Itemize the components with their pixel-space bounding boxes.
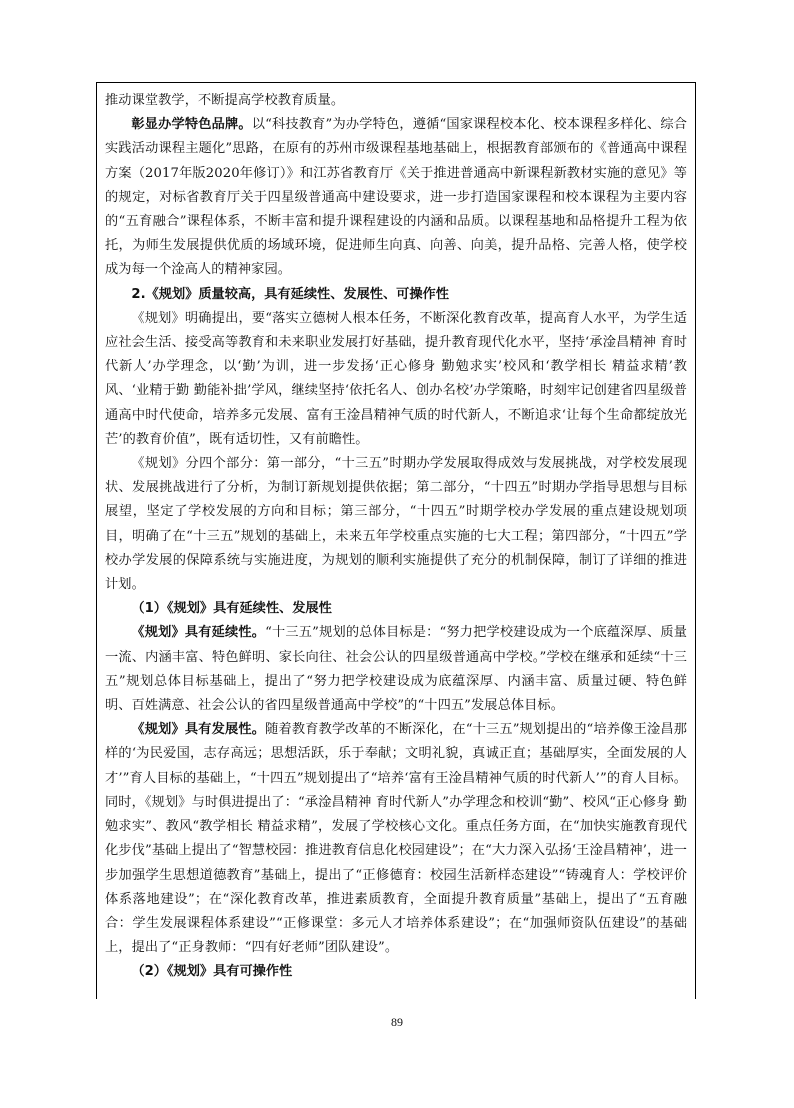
page-number: 89 [391,1015,403,1029]
paragraph-lead: 彰显办学特色品牌。 [131,117,252,133]
paragraph-4: 《规划》分四个部分：第一部分，“十三五”时期办学发展取得成效与发展挑战，对学校发展现状、发展挑战进行了分析，为制订新规划提供依据；第二部分，“十四五”时期办学指导思想与目标展望，坚定了学校发展的方向和目标；第三部分，“十四五”时期学校办学发展的重点建设规划项目，明确了在“十三五”规划的基础上，未来五年学校重点实施的七大工程；第四部分，“十四五”学校办学发展的保障系统与实施进度，为规划的顺利实施提供了充分的机制保障，制订了详细的推进计划。 [105,456,687,593]
paragraph-3: 《规划》明确提出，要“落实立德树人根本任务，不断深化教育改革，提高育人水平，为学生适应社会生活、接受高等教育和未来职业发展打好基础，提升教育现代化水平，坚持‘承淦昌精神 育时代新人’办学理念，以‘勤’为训，进一步发扬‘正心修身 勤勉求实’校风和‘教学相长 精益求精’教风、‘业精于勤 勤能补拙’学风，继续坚持‘依托名人、创办名校’办学策略，时刻牢记创建省四星级普通高中时代使命，培养多元发展、富有王淦昌精神气质的时代新人，不断追求‘让每个生命都绽放光芒’的教育价值”，既有适切性，又有前瞻性。 [105,310,687,447]
paragraph-2: 彰显办学特色品牌。以“科技教育”为办学特色，遵循“国家课程校本化、校本课程多样化、综合实践活动课程主题化”思路，在原有的苏州市级课程基地基础上，根据教育部颁布的《普通高中课程方案（2017年版2020年修订）》和江苏省教育厅《关于推进普通高中新课程新教材实施的意见》等的规定，对标省教育厅关于四星级普通高中建设要求，进一步打造国家课程和校本课程为主要内容的“五育融合”课程体系，不断丰富和提升课程建设的内涵和品质。以课程基地和品格提升工程为依托，为师生发展提供优质的场域环境，促进师生向真、向善、向美，提升品格、完善人格，使学校成为每一个淦高人的精神家园。 [105,117,687,278]
section-heading-2: 2.《规划》质量较高，具有延续性、发展性、可操作性 [131,286,449,302]
paragraph-5: 《规划》具有延续性。“十三五”规划的总体目标是：“努力把学校建设成为一个底蕴深厚、质量一流、内涵丰富、特色鲜明、家长向往、社会公认的四星级普通高中学校。”学校在继承和延续“十三五”规划总体目标基础上，提出了“努力把学校建设成为底蕴深厚、内涵丰富、质量过硬、特色鲜明、百姓满意、社会公认的省四星级普通高中学校”的“十四五”发展总体目标。 [105,625,687,714]
subsection-heading-2: （2）《规划》具有可操作性 [131,964,293,980]
subsection-heading-1: （1）《规划》具有延续性、发展性 [131,601,332,617]
paragraph-lead: 《规划》具有发展性。 [131,722,266,738]
paragraph-lead: 《规划》具有延续性。 [131,625,266,641]
paragraph-6: 《规划》具有发展性。随着教育教学改革的不断深化，在“十三五”规划提出的“培养像王淦昌那样的‘为民爱国，志存高远；思想活跃，乐于奉献；文明礼貌，真诚正直；基础厚实，全面发展的人才’”育人目标的基础上，“十四五”规划提出了“培养‘富有王淦昌精神气质的时代新人’”的育人目标。同时，《规划》与时俱进提出了：“承淦昌精神 育时代新人”办学理念和校训“勤”、校风“正心修身 勤勉求实”、教风“教学相长 精益求精”，发展了学校核心文化。重点任务方面，在“加快实施教育现代化步伐”基础上提出了“智慧校园：推进教育信息化校园建设”；在“大力深入弘扬‘王淦昌精神’，进一步加强学生思想道德教育”基础上，提出了“正修德育：校园生活新样态建设”“铸魂育人：学校评价体系落地建设”；在“深化教育改革，推进素质教育，全面提升教育质量”基础上，提出了“五育融合：学生发展课程体系建设”“正修课堂：多元人才培养体系建设”；在“加强师资队伍建设”的基础上，提出了“正身教师：“四有好老师”团队建设”。 [105,722,687,956]
paragraph-1: 推动课堂教学，不断提高学校教育质量。 [105,93,345,108]
report-frame [96,82,696,999]
